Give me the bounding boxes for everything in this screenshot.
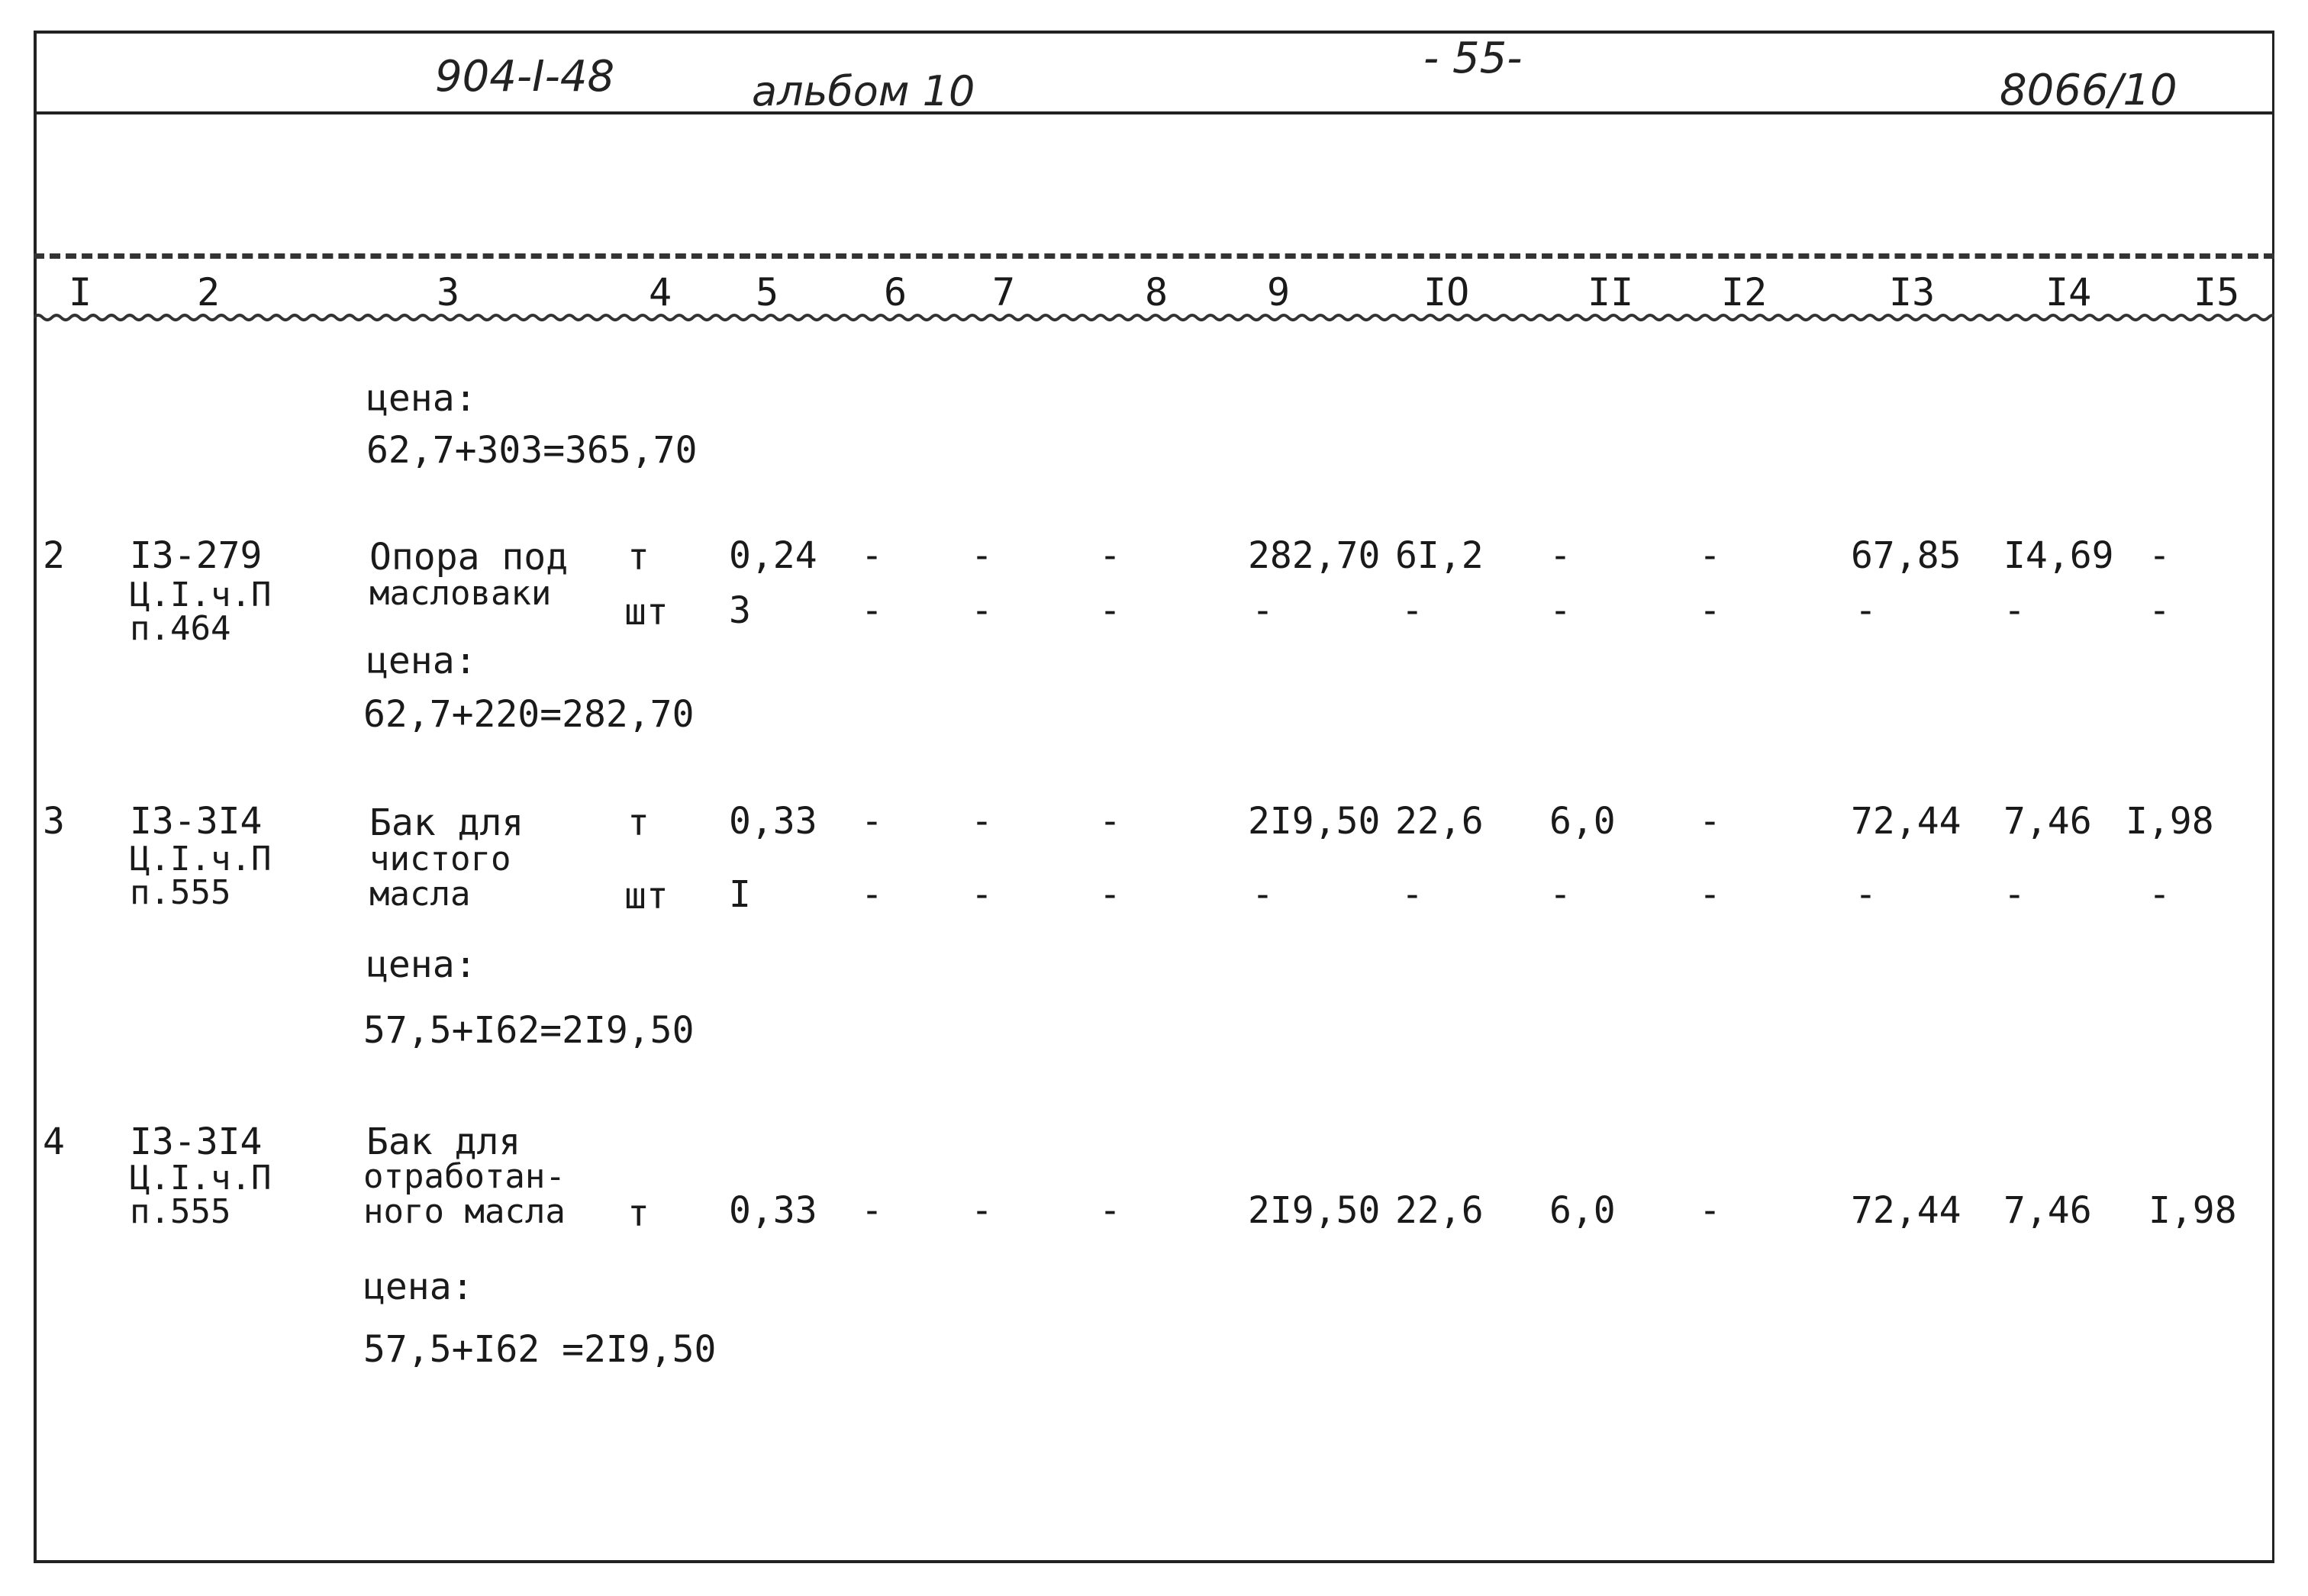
row-2-c10-2: - [1401, 589, 1423, 632]
row-4-c11-1: 6,0 [1549, 1189, 1616, 1232]
row-4-c10-1: 22,6 [1395, 1189, 1484, 1232]
row-3-c9-2: - [1252, 873, 1274, 916]
col-header-12: I2 [1721, 270, 1768, 314]
col-header-13: I3 [1889, 270, 1936, 314]
row-2-c12-2: - [1699, 589, 1721, 632]
row-2-name-line-2: масловаки [369, 574, 552, 613]
row-4-num: 4 [43, 1120, 65, 1163]
row-2-c9-1: 282,70 [1248, 534, 1381, 577]
row-3-c12-2: - [1699, 873, 1721, 916]
row-4-price-formula: 57,5+I62 =2I9,50 [363, 1328, 717, 1371]
row-2-qty-2: 3 [729, 589, 751, 632]
row-3-name-line-1: Бак для [369, 801, 524, 844]
row-2-c15-2: - [2148, 589, 2171, 632]
row-3-c11-1: 6,0 [1549, 800, 1616, 843]
row-3-c14-2: - [2003, 873, 2026, 916]
row-3-c6-1: - [861, 800, 883, 843]
col-header-4: 4 [649, 270, 672, 314]
row-4-name-line-1: Бак для [366, 1120, 521, 1163]
album-label: альбом 10 [752, 67, 975, 115]
row-4-c12-1: - [1699, 1189, 1721, 1232]
row-2-c10-1: 6I,2 [1395, 534, 1484, 577]
row-2-qty-1: 0,24 [729, 534, 817, 577]
row-4-c7-1: - [971, 1189, 993, 1232]
row-2-c9-2: - [1252, 589, 1274, 632]
row-4-name-line-2: отработан- [363, 1157, 566, 1196]
row-2-c8-2: - [1099, 589, 1121, 632]
col-header-15: I5 [2194, 270, 2240, 314]
row-3-c15-2: - [2148, 873, 2171, 916]
column-header-dashed-rule [34, 253, 2274, 259]
col-header-3: 3 [437, 270, 460, 314]
row-4-c13-1: 72,44 [1851, 1189, 1961, 1232]
row-2-c11-2: - [1549, 589, 1571, 632]
col-header-10: IO [1423, 270, 1470, 314]
row-3-c13-1: 72,44 [1851, 800, 1961, 843]
row-3-num: 3 [43, 800, 65, 843]
row-2-c7-2: - [971, 589, 993, 632]
col-header-9: 9 [1267, 270, 1291, 314]
row-2-unit-2: шт [624, 591, 669, 634]
row-2-c7-1: - [971, 534, 993, 577]
header-rule [34, 111, 2274, 114]
col-header-11: II [1588, 270, 1634, 314]
row-3-unit-1: т [627, 801, 650, 844]
doc-code: 8066/10 [2000, 66, 2177, 115]
row-3-price-formula: 57,5+I62=2I9,50 [363, 1009, 695, 1052]
row-2-c6-2: - [861, 589, 883, 632]
row-2-c11-1: - [1549, 534, 1571, 577]
row-2-c13-1: 67,85 [1851, 534, 1961, 577]
row-4-code-line-3: п.555 [130, 1192, 231, 1231]
row-2-unit-1: т [627, 536, 650, 579]
col-header-14: I4 [2045, 270, 2092, 314]
row-3-code-line-1: I3-3I4 [130, 800, 263, 843]
row-2-num: 2 [43, 534, 65, 577]
row-3-c7-2: - [971, 873, 993, 916]
row-3-c10-1: 22,6 [1395, 800, 1484, 843]
row-3-name-line-3: масла [369, 875, 471, 914]
doc-number: 904-I-48 [435, 52, 615, 102]
col-header-5: 5 [756, 270, 779, 314]
row-2-price-label: цена: [366, 640, 477, 682]
row-3-c7-1: - [971, 800, 993, 843]
row-3-unit-2: шт [624, 875, 669, 917]
row-2-price-formula: 62,7+220=282,70 [363, 693, 695, 736]
row-2-code-line-2: Ц.I.ч.П [130, 576, 272, 614]
row-4-c14-1: 7,46 [2003, 1189, 2092, 1232]
row-4-c15-1: I,98 [2148, 1189, 2237, 1232]
row-4-qty-1: 0,33 [729, 1189, 817, 1232]
row-2-c6-1: - [861, 534, 883, 577]
row-2-c15-1: - [2148, 534, 2171, 577]
row-2-c14-1: I4,69 [2003, 534, 2114, 577]
col-header-8: 8 [1145, 270, 1169, 314]
row-2-c13-2: - [1855, 589, 1877, 632]
row-3-c10-2: - [1401, 873, 1423, 916]
col-header-6: 6 [884, 270, 907, 314]
row-2-c14-2: - [2003, 589, 2026, 632]
row-3-name-line-2: чистого [369, 840, 511, 879]
row-2-name-line-1: Опора под [369, 536, 569, 579]
row-2-code-line-1: I3-279 [130, 534, 263, 577]
row-3-c8-2: - [1099, 873, 1121, 916]
row-2-c12-1: - [1699, 534, 1721, 577]
col-header-7: 7 [992, 270, 1016, 314]
row-3-qty-1: 0,33 [729, 800, 817, 843]
row-3-code-line-3: п.555 [130, 873, 231, 912]
col-header-2: 2 [197, 270, 221, 314]
intro-price-label: цена: [366, 377, 477, 420]
row-4-name-line-3: ного масла [363, 1192, 566, 1231]
row-4-code-line-2: Ц.I.ч.П [130, 1159, 272, 1198]
row-3-c9-1: 2I9,50 [1248, 800, 1381, 843]
row-3-code-line-2: Ц.I.ч.П [130, 840, 272, 879]
row-2-code-line-3: п.464 [130, 609, 231, 648]
row-4-unit-1: т [627, 1192, 650, 1235]
row-2-c8-1: - [1099, 534, 1121, 577]
row-3-qty-2: I [729, 873, 751, 916]
row-4-c6-1: - [861, 1189, 883, 1232]
row-4-price-label: цена: [363, 1266, 474, 1308]
row-3-c6-2: - [861, 873, 883, 916]
intro-price-formula: 62,7+303=365,70 [366, 429, 698, 472]
row-3-c15-1: I,98 [2126, 800, 2214, 843]
row-3-price-label: цена: [366, 943, 477, 986]
page-number: - 55- [1423, 34, 1523, 83]
row-3-c14-1: 7,46 [2003, 800, 2092, 843]
row-4-c9-1: 2I9,50 [1248, 1189, 1381, 1232]
row-3-c13-2: - [1855, 873, 1877, 916]
row-3-c12-1: - [1699, 800, 1721, 843]
row-4-code-line-1: I3-3I4 [130, 1120, 263, 1163]
row-4-c8-1: - [1099, 1189, 1121, 1232]
row-3-c8-1: - [1099, 800, 1121, 843]
col-header-1: I [69, 270, 92, 314]
row-3-c11-2: - [1549, 873, 1571, 916]
